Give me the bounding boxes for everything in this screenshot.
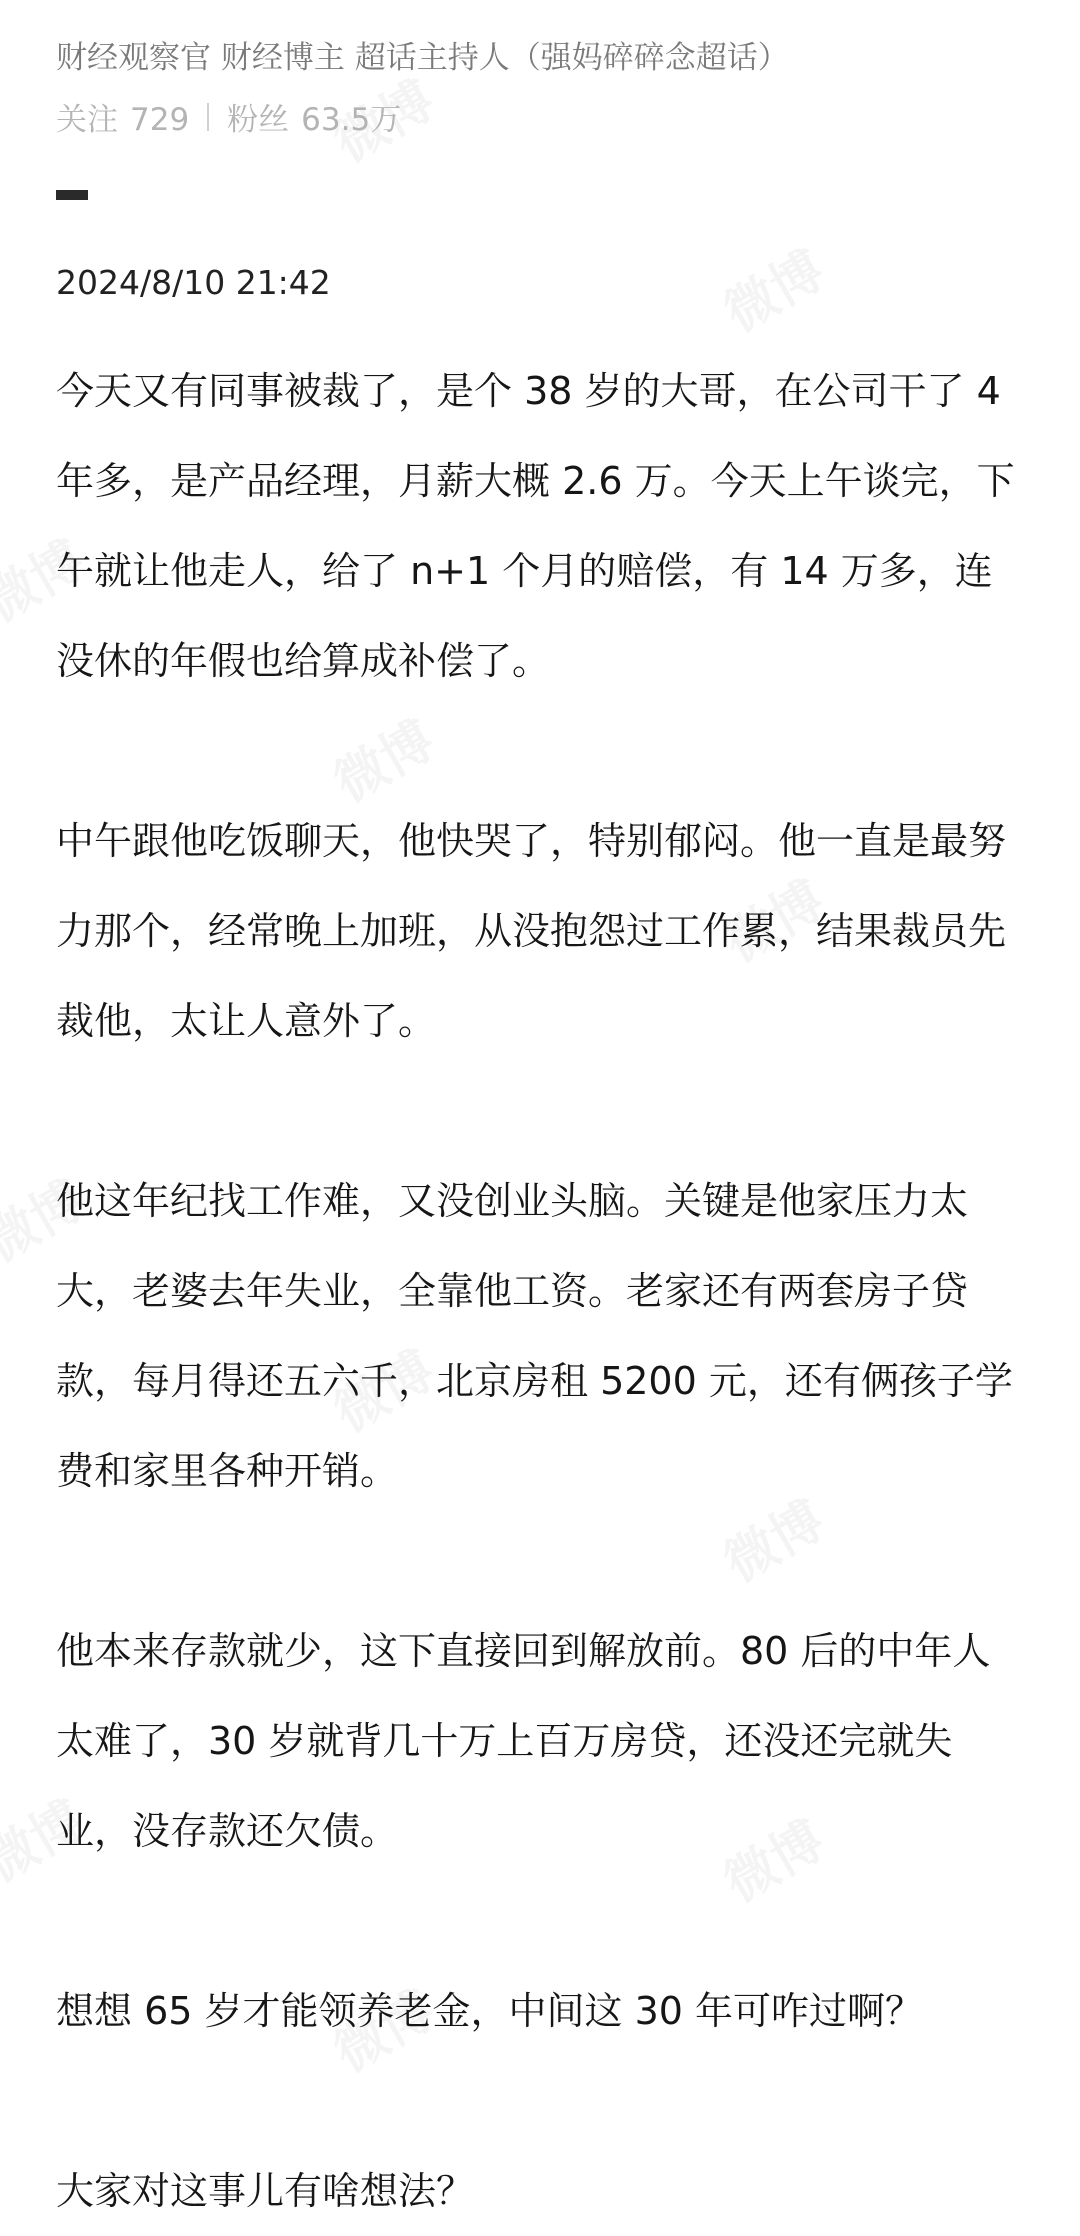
- post-paragraph: 他本来存款就少，这下直接回到解放前。80 后的中年人太难了，30 岁就背几十万上百万房贷，还没还完就失业，没存款还欠债。: [56, 1629, 991, 1853]
- post-paragraph: 想想 65 岁才能领养老金，中间这 30 年可咋过啊？: [56, 1989, 924, 2033]
- followers-link[interactable]: [227, 94, 401, 139]
- post-paragraph: 大家对这事儿有啥想法？: [56, 2169, 475, 2213]
- post-paragraph: 他这年纪找工作难，又没创业头脑。关键是他家压力太大，老婆去年失业，全靠他工资。老家还有两套房子贷款，每月得还五六千，北京房租 5200 元，还有俩孩子学费和家里各种开销。: [56, 1179, 1013, 1493]
- post-paragraph: 中午跟他吃饭聊天，他快哭了，特别郁闷。他一直是最努力那个，经常晚上加班，从没抱怨过工作累，结果裁员先裁他，太让人意外了。: [56, 819, 1007, 1043]
- post-content: [56, 346, 1024, 2236]
- post-paragraph: 今天又有同事被裁了，是个 38 岁的大哥，在公司干了 4 年多，是产品经理，月薪大概 2.6 万。今天上午谈完，下午就让他走人，给了 n+1 个月的赔偿，有 14 万多，连没休的年假也给算成补偿了。: [56, 369, 1015, 683]
- section-dash-mark: [56, 190, 88, 200]
- author-stats: [56, 94, 401, 139]
- author-tags: 财经观察官 财经博主 超话主持人（强妈碎碎念超话）: [56, 40, 789, 76]
- stats-divider: [207, 103, 209, 131]
- watermark: [708, 229, 836, 346]
- following-link[interactable]: [56, 94, 189, 139]
- post-timestamp: 2024/8/10 21:42: [56, 263, 331, 302]
- followers-count: 63.5万: [301, 102, 402, 138]
- following-label: 关注: [56, 102, 118, 138]
- followers-label: 粉丝: [227, 102, 290, 138]
- following-count: 729: [130, 102, 190, 138]
